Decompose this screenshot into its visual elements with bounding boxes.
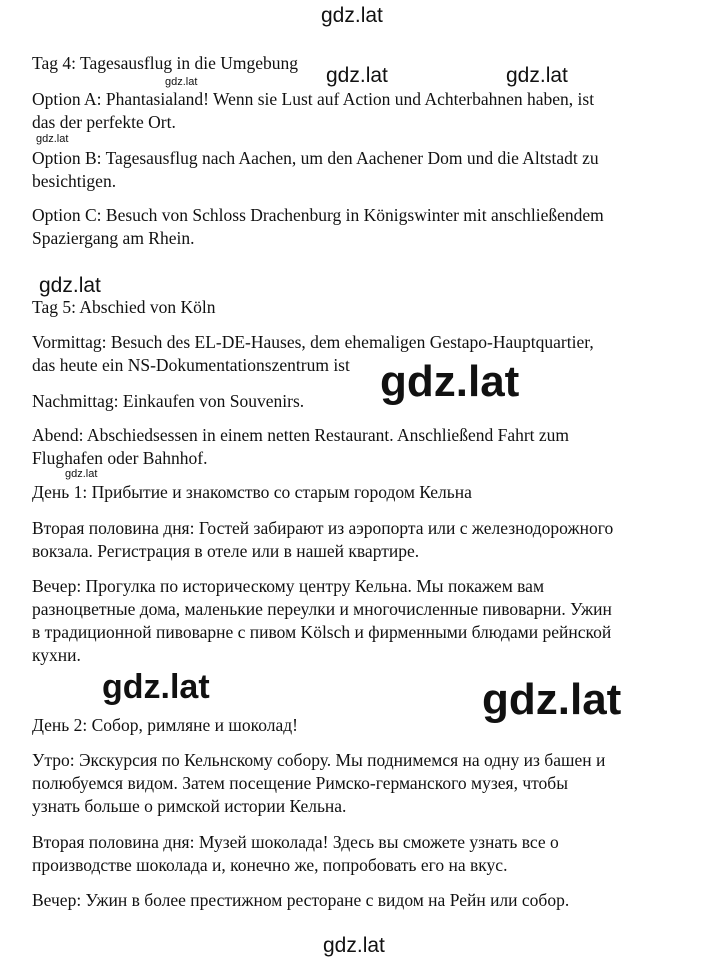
ru-day2-afternoon-line1: Вторая половина дня: Музей шоколада! Здесь вы сможете узнать все о — [32, 832, 559, 852]
day5-morning-line1: Vormittag: Besuch des EL-DE-Hauses, dem ehemaligen Gestapo-Hauptquartier, — [32, 332, 594, 352]
day4-option-b-line1: Option B: Tagesausflug nach Aachen, um den Aachener Dom und die Altstadt zu — [32, 148, 599, 168]
watermark-small: gdz.lat — [65, 468, 98, 480]
ru-day2-evening: Вечер: Ужин в более престижном ресторане с видом на Рейн или собор. — [32, 890, 570, 910]
ru-day1-evening-line2: разноцветные дома, маленькие переулки и многочисленные пивоварни. Ужин — [32, 599, 612, 619]
day4-option-a-line2: das der perfekte Ort. — [32, 112, 176, 132]
watermark: gdz.lat — [39, 274, 101, 297]
watermark: gdz.lat — [506, 64, 568, 87]
ru-day2-morning-line2: полюбуемся видом. Затем посещение Римско-германского музея, чтобы — [32, 773, 568, 793]
day4-option-c-line1: Option C: Besuch von Schloss Drachenburg in Königswinter mit anschließendem — [32, 205, 604, 225]
watermark: gdz.lat — [326, 64, 388, 87]
day5-title: Tag 5: Abschied von Köln — [32, 297, 216, 317]
ru-day1-afternoon-line2: вокзала. Регистрация в отеле или в нашей квартире. — [32, 541, 420, 561]
watermark-large: gdz.lat — [482, 675, 622, 724]
watermark-bottom: gdz.lat — [323, 934, 385, 957]
day5-evening-line1: Abend: Abschiedsessen in einem netten Restaurant. Anschließend Fahrt zum — [32, 425, 570, 445]
ru-day2-morning-line1: Утро: Экскурсия по Кельнскому собору. Мы поднимемся на одну из башен и — [32, 750, 606, 770]
day4-option-b-line2: besichtigen. — [32, 171, 117, 191]
ru-day2-morning-line3: узнать больше о римской истории Кельна. — [32, 796, 347, 816]
day5-morning-line2: das heute ein NS-Dokumentationszentrum ist — [32, 355, 350, 375]
day4-title: Tag 4: Tagesausflug in die Umgebung — [32, 53, 298, 73]
ru-day1-evening-line4: кухни. — [32, 645, 81, 665]
ru-day1-evening-line1: Вечер: Прогулка по историческому центру Кельна. Мы покажем вам — [32, 576, 545, 596]
ru-day1-evening-line3: в традиционной пивоварне с пивом Kölsch и фирменными блюдами рейнской — [32, 622, 612, 642]
day4-option-c-line2: Spaziergang am Rhein. — [32, 228, 195, 248]
watermark-small: gdz.lat — [36, 133, 69, 145]
day4-option-a-line1: Option A: Phantasialand! Wenn sie Lust auf Action und Achterbahnen haben, ist — [32, 89, 595, 109]
watermark-large: gdz.lat — [102, 668, 210, 706]
ru-day1-afternoon-line1: Вторая половина дня: Гостей забирают из аэропорта или с железнодорожного — [32, 518, 614, 538]
ru-day1-title: День 1: Прибытие и знакомство со старым городом Кельна — [32, 482, 472, 502]
day5-afternoon: Nachmittag: Einkaufen von Souvenirs. — [32, 391, 305, 411]
watermark-top: gdz.lat — [321, 4, 383, 27]
ru-day2-title: День 2: Собор, римляне и шоколад! — [32, 715, 299, 735]
watermark-small: gdz.lat — [165, 76, 198, 88]
ru-day2-afternoon-line2: производстве шоколада и, конечно же, попробовать его на вкус. — [32, 855, 508, 875]
day5-evening-line2: Flughafen oder Bahnhof. — [32, 448, 208, 468]
watermark-large: gdz.lat — [380, 357, 520, 406]
